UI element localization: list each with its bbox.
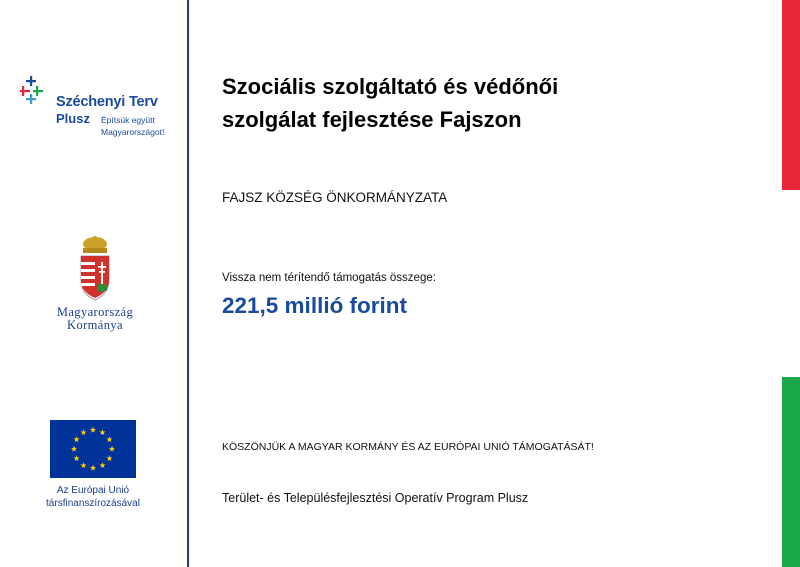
szechenyi-plusz: Plusz xyxy=(56,111,90,126)
eu-logo xyxy=(28,420,168,510)
szechenyi-tagline-line2: Magyarországot! xyxy=(101,127,165,137)
vertical-divider xyxy=(187,0,189,567)
eu-cofinancing-text xyxy=(28,484,158,510)
szechenyi-terv-logo xyxy=(20,76,180,140)
government-name-line2: Kormánya xyxy=(67,318,123,332)
flag-stripe-red xyxy=(782,0,800,190)
eu-cofinancing-line1: Az Európai Unió xyxy=(56,485,130,496)
szechenyi-title: Széchenyi Terv xyxy=(56,94,158,110)
hungarian-coat-of-arms-icon xyxy=(77,236,113,302)
thanks-statement: KÖSZÖNJÜK A MAGYAR KORMÁNY ÉS AZ EURÓPAI UNIÓ TÁMOGATÁSÁT! xyxy=(222,441,594,453)
logo-column xyxy=(0,0,187,567)
program-name: Terület- és Településfejlesztési Operatív Program Plusz xyxy=(222,491,529,505)
government-name xyxy=(40,306,150,332)
project-title-line1: Szociális szolgáltató és védőnői xyxy=(222,74,559,99)
eu-flag-icon xyxy=(50,420,136,478)
eu-cofinancing-line2: társfinanszírozásával xyxy=(46,498,140,509)
grant-amount: 221,5 millió forint xyxy=(222,293,408,318)
szechenyi-cross-icon xyxy=(20,76,44,106)
project-title xyxy=(222,70,762,136)
project-title-line2: szolgálat fejlesztése Fajszon xyxy=(222,107,522,132)
government-name-line1: Magyarország xyxy=(56,305,134,319)
szechenyi-tagline-line1: Építsük együtt xyxy=(101,115,155,125)
main-content xyxy=(222,0,772,567)
beneficiary-name: FAJSZ KÖZSÉG ÖNKORMÁNYZATA xyxy=(222,190,448,205)
government-logo xyxy=(40,236,160,336)
grant-label: Vissza nem térítendő támogatás összege: xyxy=(222,272,436,284)
flag-stripe-green xyxy=(782,377,800,567)
szechenyi-tagline xyxy=(101,114,164,138)
